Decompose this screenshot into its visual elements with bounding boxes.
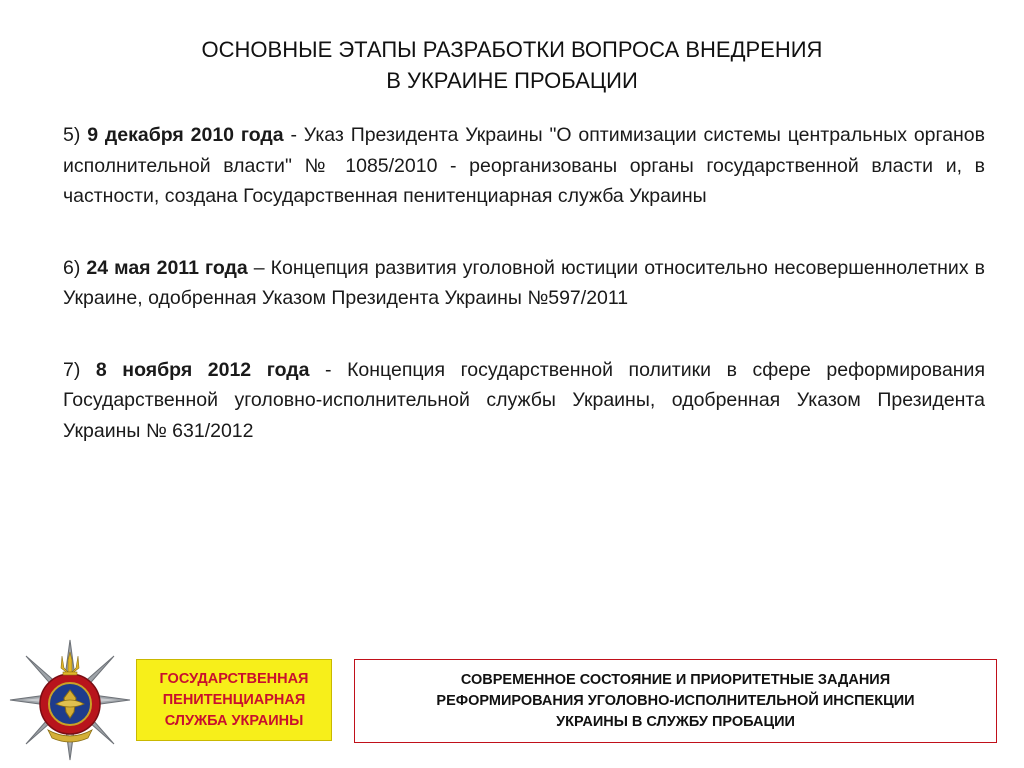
item-number: 5) — [63, 124, 81, 146]
item-date: 8 ноября 2012 года — [95, 358, 310, 381]
slide-title — [0, 34, 1024, 96]
penitentiary-service-emblem-icon — [8, 638, 132, 762]
org-name-badge — [136, 659, 332, 741]
topic-line2: РЕФОРМИРОВАНИЯ УГОЛОВНО-ИСПОЛНИТЕЛЬНОЙ ИНСПЕКЦИИ — [436, 692, 915, 709]
item-text: - Концепция государственной политики в сфере реформирования Государственной уголовно-исполнительной службы Украины, одобренная Указом Президента Украины № 631/2012 — [63, 358, 986, 442]
item-text: - Указ Президента Украины "О оптимизации системы центральных органов исполнительной власти" № 1085/2010 - реорганизованы органы государственной власти и, в частности, создана Государственная пенитенциарная служба Украины — [63, 124, 986, 207]
org-name-line3: СЛУЖБА УКРАИНЫ — [164, 712, 304, 729]
content-body — [63, 120, 985, 487]
list-item-6 — [63, 253, 985, 314]
item-number: 7) — [63, 358, 81, 381]
slide-title-line2: В УКРАИНЕ ПРОБАЦИИ — [386, 68, 638, 93]
topic-line3: УКРАИНЫ В СЛУЖБУ ПРОБАЦИИ — [556, 713, 795, 730]
list-item-7 — [63, 355, 985, 447]
presentation-topic-box — [354, 659, 997, 743]
item-date: 24 мая 2011 года — [86, 256, 248, 279]
item-text: – Концепция развития уголовной юстиции относительно несовершеннолетних в Украине, одобренная Указом Президента Украины №597/2011 — [63, 256, 985, 309]
topic-line1: СОВРЕМЕННОЕ СОСТОЯНИЕ И ПРИОРИТЕТНЫЕ ЗАДАНИЯ — [460, 671, 891, 688]
list-item-5 — [63, 120, 985, 212]
item-date: 9 декабря 2010 года — [87, 124, 284, 146]
item-number: 6) — [63, 256, 81, 279]
org-name-line2: ПЕНИТЕНЦИАРНАЯ — [162, 691, 306, 708]
org-name-line1: ГОСУДАРСТВЕННАЯ — [159, 670, 309, 687]
slide-title-line1: ОСНОВНЫЕ ЭТАПЫ РАЗРАБОТКИ ВОПРОСА ВНЕДРЕНИЯ — [201, 37, 823, 62]
